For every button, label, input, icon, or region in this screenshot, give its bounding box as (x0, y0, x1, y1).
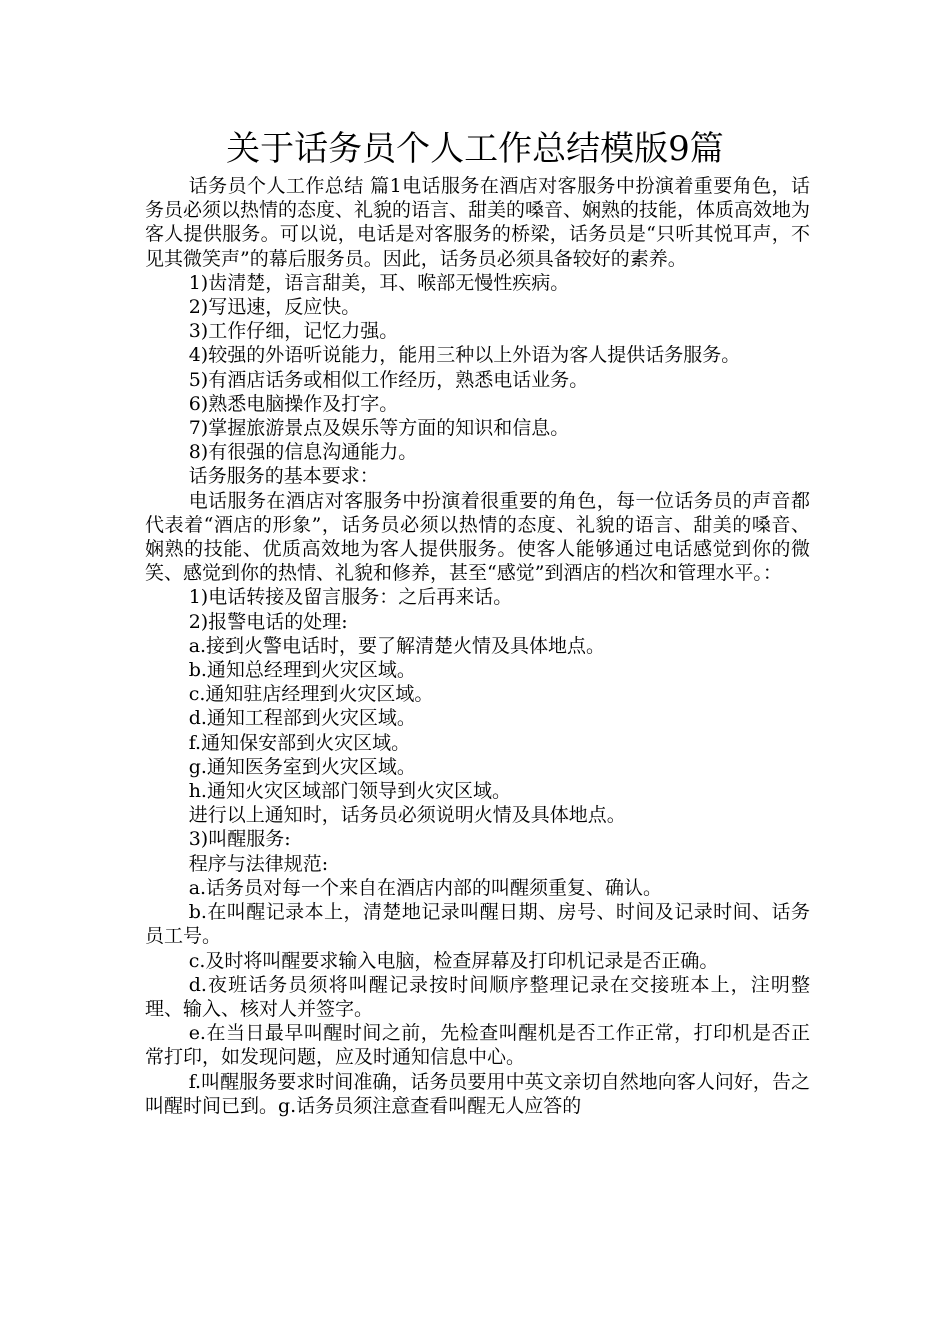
paragraph: b.通知总经理到火灾区域。 (188, 659, 416, 682)
paragraph: 话务员个人工作总结 篇1电话服务在酒店对客服务中扮演着重要角色，话务员必须以热情的态度、礼貌的语言、甜美的嗓音、娴熟的技能，体质高效地为客人提供服务。可以说，电话是对客服务的桥梁，话务员是“只听其悦耳声，不见其微笑声”的幕后服务员。因此，话务员必须具备较好的素养。 (145, 175, 811, 270)
paragraph: c.通知驻店经理到火灾区域。 (188, 683, 434, 706)
paragraph: g.通知医务室到火灾区域。 (188, 755, 416, 778)
paragraph: 2)写迅速，反应快。 (188, 296, 361, 319)
paragraph: d.通知工程部到火灾区域。 (188, 707, 416, 730)
paragraph: f.叫醒服务要求时间准确，话务员要用中英文亲切自然地向客人问好，告之叫醒时间已到。g.话务员须注意查看叫醒无人应答的 (145, 1070, 810, 1117)
paragraph: 6)熟悉电脑操作及打字。 (188, 392, 399, 415)
paragraph: 1)齿清楚，语言甜美，耳、喉部无慢性疾病。 (188, 271, 570, 294)
paragraph: 1)电话转接及留言服务：之后再来话。 (188, 586, 513, 609)
paragraph: 2)报警电话的处理: (188, 610, 348, 633)
paragraph: f.通知保安部到火灾区域。 (188, 731, 411, 754)
paragraph: b.在叫醒记录本上，清楚地记录叫醒日期、房号、时间及记录时间、话务员工号。 (145, 901, 810, 948)
document-title: 关于话务员个人工作总结模版9篇 (226, 129, 724, 169)
paragraph: 3)工作仔细，记忆力强。 (188, 320, 399, 343)
paragraph: 进行以上通知时，话务员必须说明火情及具体地点。 (188, 804, 626, 827)
paragraph: d.夜班话务员须将叫醒记录按时间顺序整理记录在交接班本上，注明整理、输入、核对人并签字。 (145, 973, 810, 1020)
paragraph: 5)有酒店话务或相似工作经历，熟悉电话业务。 (188, 368, 589, 391)
paragraph: a.话务员对每一个来自在酒店内部的叫醒须重复、确认。 (188, 876, 663, 899)
paragraph: a.接到火警电话时，要了解清楚火情及具体地点。 (188, 634, 606, 657)
paragraph: 8)有很强的信息沟通能力。 (188, 441, 418, 464)
paragraph: 4)较强的外语听说能力，能用三种以上外语为客人提供话务服务。 (188, 344, 741, 367)
document-body (145, 174, 810, 1118)
paragraph: 电话服务在酒店对客服务中扮演着很重要的角色，每一位话务员的声音都代表着“酒店的形象”，话务员必须以热情的态度、礼貌的语言、甜美的嗓音、娴熟的技能、优质高效地为客人提供服务。使客人能够通过电话感觉到你的微笑、感觉到你的热情、礼貌和修养，甚至“感觉”到酒店的档次和管理水平。： (145, 489, 810, 585)
paragraph: h.通知火灾区域部门领导到火灾区域。 (188, 780, 511, 803)
paragraph: e.在当日最早叫醒时间之前，先检查叫醒机是否工作正常，打印机是否正常打印，如发现问题，应及时通知信息中心。 (145, 1022, 810, 1069)
paragraph: c.及时将叫醒要求输入电脑，检查屏幕及打印机记录是否正确。 (188, 949, 719, 972)
paragraph: 程序与法律规范: (188, 852, 329, 875)
paragraph: 7)掌握旅游景点及娱乐等方面的知识和信息。 (188, 417, 570, 440)
paragraph: 3)叫醒服务: (188, 828, 291, 851)
paragraph: 话务服务的基本要求： (188, 465, 379, 488)
